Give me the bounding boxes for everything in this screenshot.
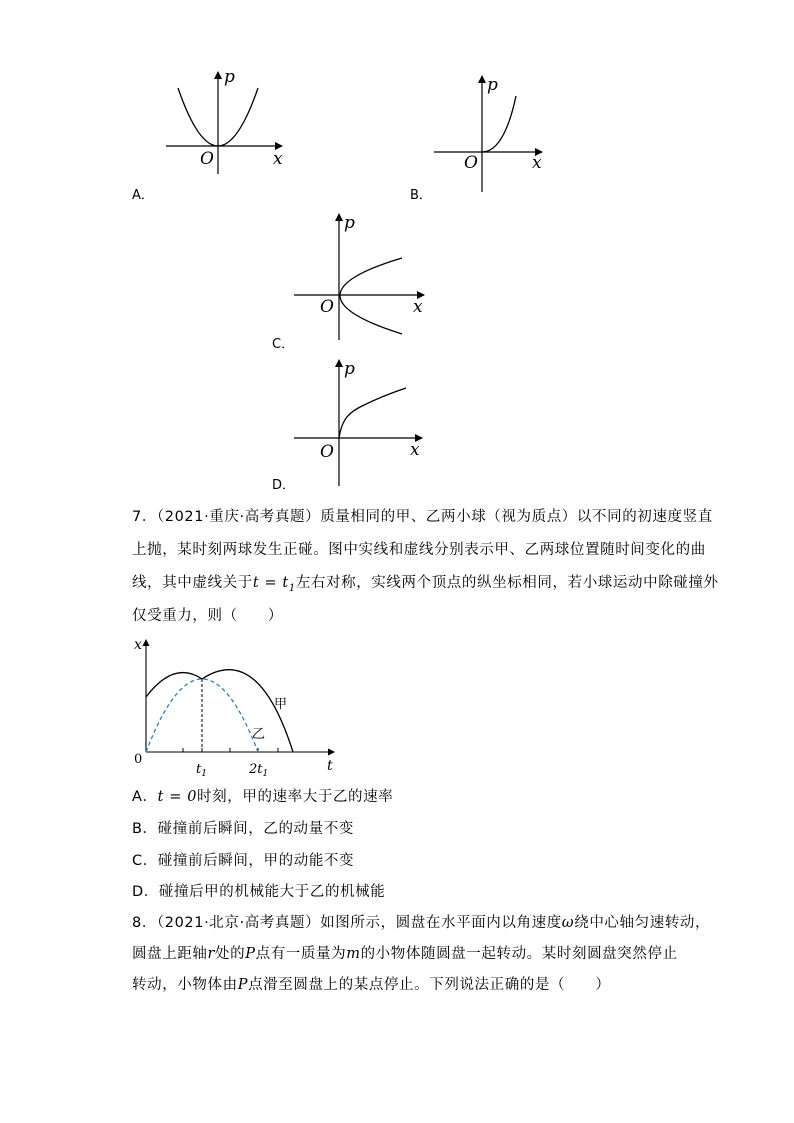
origin-label: O <box>464 153 478 173</box>
tick-label-2t1: $2t_1$ <box>249 762 269 778</box>
q7-option-a <box>132 785 393 806</box>
q7-text-line-3 <box>132 571 719 594</box>
q8-point-p-symbol: P <box>237 977 249 993</box>
graph-x-label: t <box>327 758 333 774</box>
option-c-label: C． <box>272 337 295 352</box>
q7-option-a-equation: t = 0 <box>157 789 198 805</box>
q7-option-c: C．碰撞前后瞬间，甲的动能不变 <box>132 853 355 869</box>
graph-option-a <box>160 68 300 176</box>
sideways-parabola-curve <box>340 258 402 334</box>
q8-radius-symbol: r <box>207 946 216 962</box>
origin-label: O <box>200 149 214 169</box>
axis-x-label: x <box>273 149 283 169</box>
origin-label: O <box>320 297 334 317</box>
option-b-label: B． <box>410 188 432 203</box>
q8-omega-symbol: ω <box>561 915 575 931</box>
q7-text-line-1: 7．（2021·重庆·高考真题）质量相同的甲、乙两小球（视为质点）以不同的初速度竖直 <box>132 509 713 525</box>
axis-p-label: p <box>487 75 498 95</box>
graph-option-d <box>292 358 432 488</box>
graph-option-b <box>430 74 560 196</box>
half-parabola-curve <box>482 96 516 152</box>
q8-line2-part-c: 点有一质量为 <box>255 946 347 962</box>
q7-line3-equation: t = t <box>252 575 289 591</box>
q8-text-line-3 <box>132 973 610 994</box>
axis-p-label: p <box>344 213 355 233</box>
q7-option-b: B．碰撞前后瞬间，乙的动量不变 <box>132 821 354 837</box>
q8-text-line-1 <box>132 911 710 932</box>
q8-text-line-2 <box>132 942 678 963</box>
q7-position-time-graph <box>128 632 348 778</box>
q8-line3-part-a: 转动，小物体由 <box>132 977 238 993</box>
axis-x-label: x <box>532 153 542 173</box>
q8-line3-part-b: 点滑至圆盘上的某点停止。下列说法正确的是（ ） <box>248 977 611 993</box>
option-a-label: A． <box>132 188 154 203</box>
q7-line3-subscript: 1 <box>288 582 296 594</box>
square-root-curve <box>339 388 406 438</box>
graph-option-c <box>292 212 432 344</box>
q8-line1-post: 绕中心轴匀速转动， <box>574 915 711 931</box>
graph-origin-label: 0 <box>134 752 143 767</box>
axis-p-label: p <box>224 68 235 87</box>
q8-line2-part-d: 的小物体随圆盘一起转动。某时刻圆盘突然停止 <box>360 946 678 962</box>
tick-label-t1: $t_1$ <box>196 762 207 778</box>
q8-point-p-symbol: P <box>245 946 256 962</box>
q7-text-line-2: 上抛，某时刻两球发生正碰。图中实线和虚线分别表示甲、乙两球位置随时间变化的曲 <box>132 542 706 558</box>
axis-x-label: x <box>413 297 423 317</box>
curve-label-jia: 甲 <box>274 697 288 712</box>
q8-line1-pre: 8．（2021·北京·高考真题）如图所示，圆盘在水平面内以角速度 <box>132 915 562 931</box>
q8-line2-part-a: 圆盘上距轴 <box>132 946 208 962</box>
option-d-label: D． <box>272 478 296 493</box>
curve-label-yi: 乙 <box>252 727 266 742</box>
q7-text-line-4: 仅受重力，则（ ） <box>132 608 283 624</box>
q7-line3-pre: 线，其中虚线关于 <box>132 575 253 591</box>
q7-line3-post: 左右对称，实线两个顶点的纵坐标相同，若小球运动中除碰撞外 <box>295 575 719 591</box>
q8-mass-symbol: m <box>346 946 361 962</box>
q8-line2-part-b: 处的 <box>215 946 246 962</box>
q7-option-d: D．碰撞后甲的机械能大于乙的机械能 <box>132 884 386 900</box>
axis-p-label: p <box>344 359 355 379</box>
origin-label: O <box>320 442 334 462</box>
graph-y-label: x <box>134 637 142 653</box>
q7-option-a-text: 时刻，甲的速率大于乙的速率 <box>197 789 394 805</box>
jia-solid-curve-before <box>146 673 202 697</box>
q7-option-a-prefix: A． <box>132 789 158 805</box>
axis-x-label: x <box>410 440 420 460</box>
